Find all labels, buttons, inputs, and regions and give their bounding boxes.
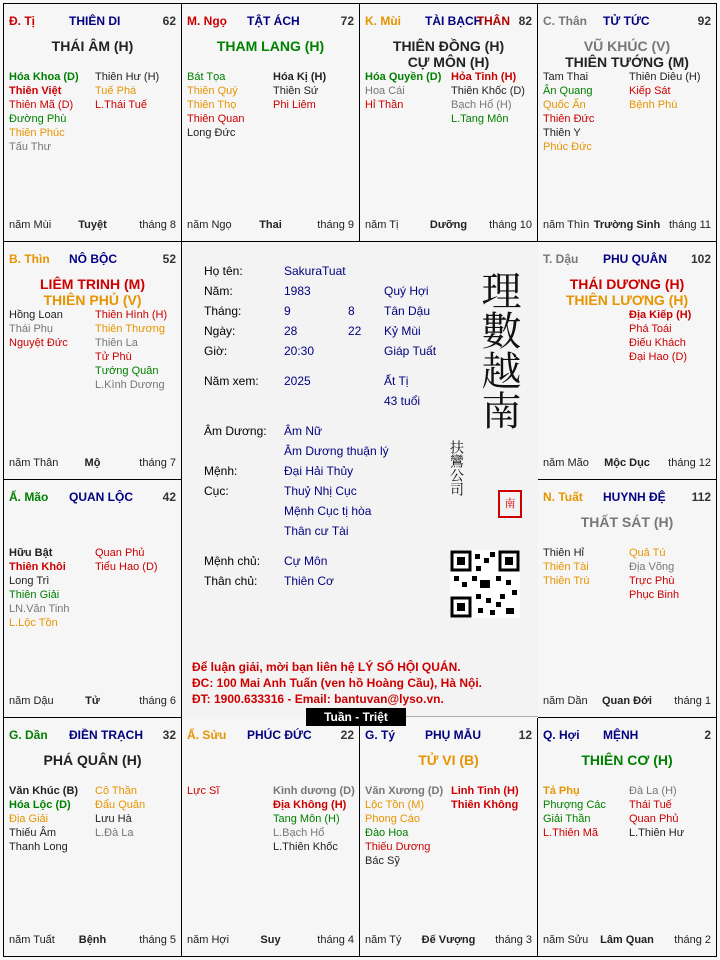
palace-month: tháng 11 [668,219,711,231]
minor-star: Hữu Bật [9,547,53,559]
palace-branch: Ấ. Mão [9,490,49,504]
palace-stage: Tử [85,695,100,707]
main-star: PHÁ QUÂN (H) [43,752,142,768]
palace-footer [9,219,176,233]
main-stars [4,276,181,308]
palace-month: tháng 8 [139,219,176,231]
palace-name: PHU QUÂN [603,252,668,266]
star-column-right [629,308,717,364]
palace-year: năm Tị [365,219,399,231]
palace-month: tháng 3 [495,934,532,946]
minor-star: Thiên Trù [543,575,590,587]
palace-branch: C. Thân [543,14,587,28]
minor-star: Thiên Tài [543,561,589,573]
star-column-left [365,784,453,868]
minor-star: Phượng Các [543,799,606,811]
minor-star: Đường Phù [9,113,67,125]
star-column-left [9,784,97,854]
minor-star: Thiên Thọ [187,99,237,111]
palace-header [365,728,532,744]
palace-header [187,14,354,30]
palace-year: năm Dậu [9,695,54,707]
minor-star: Kiếp Sát [629,85,671,97]
star-column-left [543,546,631,588]
minor-star: Long Trì [9,575,50,587]
palace-phuc-duc[interactable] [182,718,360,956]
palace-month: tháng 9 [317,219,354,231]
star-column-right [451,70,539,126]
palace-thien-di[interactable] [4,4,182,242]
palace-month: tháng 7 [139,457,176,469]
palace-name: THIÊN DI [69,14,121,28]
palace-header [9,252,176,268]
minor-star: Hóa Kị (H) [273,71,327,83]
star-column-right [451,784,539,812]
main-star: THIÊN TƯỚNG (M) [565,54,689,70]
minor-star: Thiếu Dương [365,841,431,853]
palace-name: PHỤ MẪU [425,728,481,742]
palace-branch: T. Dậu [543,252,579,266]
main-star: THIÊN LƯƠNG (H) [565,292,689,308]
minor-star: Cô Thần [95,785,137,797]
minor-star: Trực Phù [629,575,675,587]
minor-star: Phi Liêm [273,99,316,111]
minor-star: Đào Hoa [365,827,409,839]
palace-stage: Suy [260,934,281,946]
minor-star: L.Thiên Hư [629,827,685,839]
minor-star: Thiên Mã (D) [9,99,74,111]
palace-year: năm Hợi [187,934,230,946]
minor-star: Hóa Quyền (D) [365,71,442,83]
star-column-right [629,784,717,840]
minor-star: Tiểu Hao (D) [95,561,158,573]
palace-name: TẬT ÁCH [247,14,300,28]
star-column-left [187,784,275,798]
amduong-label: Âm Dương: [204,424,267,438]
main-star: THÁI ÂM (H) [51,38,134,54]
palace-branch: Đ. Tị [9,14,35,28]
minor-star: Tấu Thư [9,141,52,153]
minor-star: Lực Sĩ [187,785,220,797]
star-column-right [273,70,361,112]
year-value: 1983 [284,284,311,298]
minor-star: LN.Văn Tinh [9,603,70,615]
day-solar: 28 [284,324,298,338]
main-stars [360,752,537,768]
palace-footer [543,219,711,233]
contact-phone-email[interactable]: ĐT: 1900.633316 - Email: bantuvan@lyso.vn. [192,692,444,706]
palace-tu-tuc[interactable] [538,4,716,242]
minor-star: Điếu Khách [629,337,686,349]
palace-stage: Dưỡng [429,219,468,231]
palace-branch: Q. Hợi [543,728,580,742]
palace-footer [543,695,711,709]
palace-branch: G. Tý [365,728,396,742]
month-label: Tháng: [204,304,242,318]
palace-footer [187,934,354,948]
palace-age: 52 [162,252,176,266]
palace-age: 2 [704,728,711,742]
palace-header [9,728,176,744]
palace-name: TÀI BẠCH [425,14,483,28]
palace-month: tháng 10 [489,219,532,231]
palace-month: tháng 1 [674,695,711,707]
minor-star: Quả Tú [629,547,666,559]
minor-star: Thiên Đức [543,113,595,125]
palace-no-boc[interactable] [4,242,182,480]
main-star: TỬ VI (B) [418,752,479,768]
palace-year: năm Mão [543,457,589,469]
minor-star: Quan Phủ [95,547,145,559]
name-value: SakuraTuat [284,264,346,278]
main-stars [538,276,716,308]
palace-footer [9,934,176,948]
star-column-right [273,784,361,854]
palace-age: 12 [518,728,532,742]
menhchu-label: Mệnh chủ: [204,554,261,568]
qr-code[interactable] [450,550,520,618]
main-star: THAM LANG (H) [216,38,325,54]
menhchu-value: Cự Môn [284,554,328,568]
minor-star: Địa Kiếp (H) [629,309,692,321]
minor-star: Hoa Cái [365,85,405,97]
minor-star: Bác Sỹ [365,855,400,867]
palace-header [9,490,176,506]
year-label: Năm: [204,284,233,298]
minor-star: Thiên Quan [187,113,245,125]
minor-star: L.Đà La [95,827,134,839]
month-lunar: 8 [348,304,355,318]
minor-star: Hỉ Thần [365,99,404,111]
cuc-value-2: Mệnh Cục tị hòa [284,504,372,518]
main-stars [360,38,537,70]
minor-star: Tang Môn (H) [273,813,340,825]
palace-year: năm Tuất [9,934,55,946]
star-column-left [187,70,275,140]
day-lunar: 22 [348,324,362,338]
palace-footer [9,695,176,709]
palace-branch: M. Ngọ [187,14,227,28]
minor-star: Thiên Khôi [9,561,66,573]
palace-year: năm Thân [9,457,59,469]
minor-star: L.Lộc Tồn [9,617,58,629]
palace-footer [365,219,532,233]
palace-header [543,14,711,30]
palace-name: ĐIỀN TRẠCH [69,728,143,742]
minor-star: Địa Không (H) [273,799,347,811]
menh-label: Mệnh: [204,464,238,478]
minor-star: L.Thiên Khốc [273,841,338,853]
palace-branch: Ấ. Sửu [187,728,227,742]
day-label: Ngày: [204,324,236,338]
main-stars [182,38,359,54]
palace-stage: Mộ [84,457,101,469]
main-star: VŨ KHÚC (V) [583,38,671,54]
minor-star: Hồng Loan [9,309,63,321]
main-stars [538,752,716,768]
palace-age: 22 [340,728,354,742]
palace-branch: K. Mùi [365,14,401,28]
palace-stage: Thai [259,219,282,231]
palace-age: 32 [162,728,176,742]
minor-star: Thiên Khốc (D) [451,85,525,97]
minor-star: Thiên Y [543,127,581,139]
main-star: THIÊN ĐỒNG (H) [392,38,505,54]
minor-star: Quan Phủ [629,813,679,825]
palace-header [543,728,711,744]
month-solar: 9 [284,304,291,318]
amduong-value-2: Âm Dương thuận lý [284,444,389,458]
palace-dien-trach[interactable] [4,718,182,956]
minor-star: Văn Xương (D) [365,785,444,797]
minor-star: Nguyệt Đức [9,337,68,349]
minor-star: Tuế Phá [95,85,137,97]
main-star: THÁI DƯƠNG (H) [569,276,685,292]
minor-star: Thiên Hư (H) [95,71,160,83]
star-column-right [95,546,183,574]
palace-age: 92 [697,14,711,28]
palace-stage: Đế Vượng [421,934,476,946]
star-column-left [365,70,453,112]
palace-branch: G. Dần [9,728,48,742]
year-can: Quý Hợi [384,284,429,298]
star-column-left [543,70,631,154]
minor-star: Thanh Long [9,841,68,853]
minor-star: Thiên Giải [9,589,60,601]
palace-tat-ach[interactable] [182,4,360,242]
minor-star: Thiên Phúc [9,127,65,139]
minor-star: Thiếu Âm [9,827,57,839]
minor-star: Đẩu Quân [95,799,146,811]
minor-star: Phúc Đức [543,141,592,153]
minor-star: Thái Phụ [9,323,54,335]
thanchu-value: Thiên Cơ [284,574,334,588]
palace-branch: N. Tuất [543,490,583,504]
minor-star: Địa Võng [629,561,675,573]
star-column-right [629,546,717,602]
palace-name: PHÚC ĐỨC [247,728,312,742]
palace-year: năm Dần [543,695,588,707]
contact-address: ĐC: 100 Mai Anh Tuấn (ven hồ Hoàng Cầu), Hà Nội. [192,676,483,690]
hour-value: 20:30 [284,344,315,358]
palace-footer [365,934,532,948]
palace-age: 62 [162,14,176,28]
minor-star: L.Thái Tuế [95,99,147,111]
minor-star: Tam Thai [543,71,589,83]
palace-month: tháng 6 [139,695,176,707]
cuc-value: Thuỷ Nhị Cục [284,484,357,498]
palace-header [9,14,176,30]
star-column-left [9,70,97,154]
amduong-value: Âm Nữ [284,424,323,438]
palace-header [543,490,711,506]
minor-star: Lưu Hà [95,813,132,825]
palace-age: 42 [162,490,176,504]
minor-star: Hỏa Tinh (H) [451,71,517,83]
palace-name: HUYNH ĐỆ [603,490,666,504]
minor-star: Đà La (H) [629,785,677,797]
palace-year: năm Tý [365,934,402,946]
name-label: Họ tên: [204,264,243,278]
palace-year: năm Thìn [543,219,590,231]
palace-phu-quan[interactable] [538,242,716,480]
minor-star: Phục Binh [629,589,680,601]
palace-stage: Mộc Dục [604,457,650,469]
palace-header [187,728,354,744]
palace-menh[interactable] [538,718,716,956]
calligraphy-logo: 理數越南 [475,270,521,430]
minor-star: Tả Phụ [543,785,580,797]
palace-age: 82 [518,14,532,28]
palace-name: QUAN LỘC [69,490,133,504]
minor-star: Thiên Hỉ [543,547,584,559]
minor-star: Thiên Quý [187,85,238,97]
minor-star: Hóa Lộc (D) [9,799,71,811]
view-year-value: 2025 [284,374,311,388]
palace-stage: Tuyệt [78,219,107,231]
thanchu-label: Thân chủ: [204,574,258,588]
palace-stage: Lâm Quan [600,934,654,946]
minor-star: L.Tang Môn [451,113,509,125]
palace-month: tháng 12 [668,457,711,469]
palace-phu-mau[interactable] [360,718,538,956]
main-stars [538,514,716,530]
palace-quan-loc[interactable] [4,480,182,718]
cuc-value-3: Thân cư Tài [284,524,349,538]
minor-star: L.Kình Dương [95,379,165,391]
palace-stage: Trường Sinh [593,219,661,231]
palace-footer [543,457,711,471]
star-column-left [543,784,631,840]
main-star: THIÊN PHỦ (V) [43,292,142,308]
minor-star: Giải Thần [543,813,591,825]
palace-header [543,252,711,268]
palace-year: năm Sửu [543,934,589,946]
palace-header [365,14,532,30]
cuc-label: Cục: [204,484,229,498]
minor-star: Thiên Sứ [273,85,319,97]
minor-star: Kình dương (D) [273,785,355,797]
minor-star: Ân Quang [543,85,593,97]
palace-branch: B. Thìn [9,252,50,266]
minor-star: Bạch Hổ (H) [451,99,512,111]
main-stars [4,38,181,54]
view-year-can: Ất Tị [384,374,409,388]
minor-star: Thiên La [95,337,138,349]
day-can: Kỷ Mùi [384,324,421,338]
minor-star: Lộc Tồn (M) [365,799,425,811]
minor-star: Quốc Ấn [543,99,586,111]
minor-star: Thiên Diêu (H) [629,71,701,83]
minor-star: Phong Cáo [365,813,421,825]
star-column-left [9,546,97,630]
palace-name: MỆNH [603,728,639,742]
minor-star: Long Đức [187,127,236,139]
minor-star: Văn Khúc (B) [9,785,79,797]
star-column-right [629,70,717,112]
palace-stage: Bệnh [78,934,107,946]
contact-line-1: Để luận giải, mời bạn liên hệ LÝ SỐ HỘI QUÁN. [192,660,461,674]
main-star: LIÊM TRINH (M) [40,276,145,292]
palace-age: 102 [690,252,711,266]
star-column-right [95,70,183,112]
menh-value: Đại Hải Thủy [284,464,354,478]
palace-age: 112 [691,490,711,504]
main-star: CỰ MÔN (H) [407,54,490,70]
star-column-left [9,308,97,350]
palace-name: NÔ BỘC [69,252,117,266]
main-star: THẤT SÁT (H) [580,514,674,530]
palace-tai-bach[interactable] [360,4,538,242]
palace-month: tháng 4 [317,934,354,946]
hour-label: Giờ: [204,344,228,358]
tuan-triet-label: Tuần - Triệt [306,708,406,726]
minor-star: L.Bạch Hổ [273,827,325,839]
palace-year: năm Mùi [9,219,52,231]
minor-star: Tướng Quân [95,365,159,377]
main-star: THIÊN CƠ (H) [581,752,673,768]
month-can: Tân Dậu [384,304,431,318]
minor-star: Hóa Khoa (D) [9,71,79,83]
minor-star: Địa Giải [9,813,49,825]
palace-name: TỬ TỨC [603,14,650,28]
palace-footer [9,457,176,471]
minor-star: L.Thiên Mã [543,827,599,839]
palace-month: tháng 2 [674,934,711,946]
minor-star: Bát Tọa [187,71,226,83]
hour-can: Giáp Tuất [384,344,437,358]
palace-stage: Quan Đới [602,695,652,707]
red-seal: 南 [498,490,522,518]
palace-month: tháng 5 [139,934,176,946]
star-column-right [95,784,183,840]
main-stars [538,38,716,70]
main-stars [4,752,181,768]
minor-star: Thiên Hình (H) [95,309,168,321]
minor-star: Bệnh Phù [629,99,678,111]
palace-footer [187,219,354,233]
minor-star: Linh Tinh (H) [451,785,519,797]
palace-age: 72 [340,14,354,28]
age-value: 43 tuổi [384,394,421,408]
minor-star: Thiên Không [451,799,519,811]
minor-star: Thiên Thương [95,323,166,335]
palace-footer [543,934,711,948]
minor-star: Tử Phù [95,351,132,363]
minor-star: Thái Tuế [629,799,672,811]
palace-huynh-de[interactable] [538,480,716,718]
minor-star: Phá Toái [629,323,672,335]
minor-star: Đại Hao (D) [629,351,688,363]
than-marker: THÂN [476,14,510,28]
star-column-right [95,308,183,392]
view-year-label: Năm xem: [204,374,259,388]
minor-star: Thiên Việt [9,85,62,97]
calligraphy-small: 扶鸞公司 [448,440,464,496]
palace-year: năm Ngọ [187,219,232,231]
